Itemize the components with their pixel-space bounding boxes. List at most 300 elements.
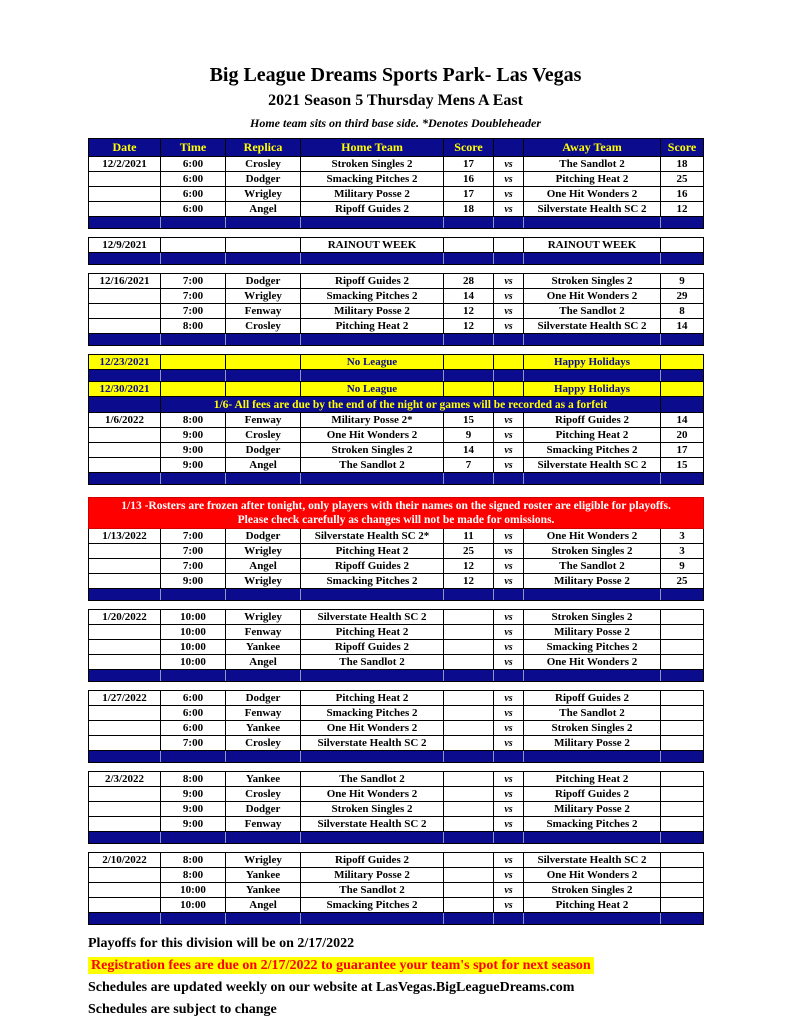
date-cell: 1/27/2022 xyxy=(89,691,161,706)
date-cell xyxy=(89,544,161,559)
time-cell: 6:00 xyxy=(161,706,226,721)
spacer-time-cell xyxy=(161,751,226,763)
vs-label: vs xyxy=(494,574,524,589)
spacer-vs-cell xyxy=(494,913,524,925)
home-team-cell: Smacking Pitches 2 xyxy=(301,574,444,589)
spacer-date-cell xyxy=(89,751,161,763)
game-row xyxy=(89,853,704,868)
game-row xyxy=(89,428,704,443)
spacer-away-score-cell xyxy=(661,751,704,763)
time-cell: 8:00 xyxy=(161,319,226,334)
game-row xyxy=(89,625,704,640)
date-cell xyxy=(89,319,161,334)
schedule-block-week-12-09 xyxy=(88,237,704,265)
home-score-cell xyxy=(444,853,494,868)
away-team-cell: The Sandlot 2 xyxy=(524,706,661,721)
home-score-cell: 25 xyxy=(444,544,494,559)
vs-label: vs xyxy=(494,787,524,802)
away-score-cell: 15 xyxy=(661,458,704,473)
spacer-replica-cell xyxy=(226,832,301,844)
game-row xyxy=(89,574,704,589)
spacer-row xyxy=(89,832,704,844)
spacer-vs-cell xyxy=(494,589,524,601)
game-row xyxy=(89,868,704,883)
time-cell: 10:00 xyxy=(161,898,226,913)
vs-label: vs xyxy=(494,529,524,544)
date-cell xyxy=(89,304,161,319)
vs-label: vs xyxy=(494,610,524,625)
vs-label: vs xyxy=(494,289,524,304)
spacer-time-cell xyxy=(161,334,226,346)
time-cell: 8:00 xyxy=(161,868,226,883)
date-cell xyxy=(89,802,161,817)
home-score-cell: 17 xyxy=(444,157,494,172)
home-team-cell: Silverstate Health SC 2 xyxy=(301,817,444,832)
home-score-cell: 11 xyxy=(444,529,494,544)
away-score-cell: 25 xyxy=(661,172,704,187)
date-cell xyxy=(89,721,161,736)
replica-cell: Wrigley xyxy=(226,574,301,589)
away-score-cell xyxy=(661,625,704,640)
away-team-cell: Ripoff Guides 2 xyxy=(524,413,661,428)
away-score-cell: 8 xyxy=(661,304,704,319)
home-score-cell xyxy=(444,655,494,670)
date-cell xyxy=(89,574,161,589)
away-team-cell: Smacking Pitches 2 xyxy=(524,817,661,832)
away-team-cell: RAINOUT WEEK xyxy=(524,238,661,253)
away-team-cell: Ripoff Guides 2 xyxy=(524,691,661,706)
home-score-cell xyxy=(444,817,494,832)
replica-cell: Crosley xyxy=(226,787,301,802)
away-team-cell: Military Posse 2 xyxy=(524,802,661,817)
away-score-cell xyxy=(661,382,704,397)
date-cell xyxy=(89,625,161,640)
vs-label xyxy=(494,238,524,253)
spacer-row xyxy=(89,334,704,346)
home-score-cell: 12 xyxy=(444,574,494,589)
vs-label: vs xyxy=(494,544,524,559)
away-score-cell xyxy=(661,655,704,670)
spacer-date-cell xyxy=(89,217,161,229)
home-score-cell: 18 xyxy=(444,202,494,217)
date-cell xyxy=(89,817,161,832)
away-score-cell: 14 xyxy=(661,413,704,428)
home-team-cell: Stroken Singles 2 xyxy=(301,443,444,458)
header-away-score-cell: Score xyxy=(661,139,704,157)
away-team-cell: Military Posse 2 xyxy=(524,574,661,589)
game-row xyxy=(89,610,704,625)
spacer-date-cell xyxy=(89,473,161,485)
spacer-home-score-cell xyxy=(444,473,494,485)
vs-label xyxy=(494,355,524,370)
game-row xyxy=(89,640,704,655)
header-date-cell: Date xyxy=(89,139,161,157)
schedule-block-week-01-20 xyxy=(88,609,704,682)
away-score-cell xyxy=(661,706,704,721)
spacer-date-cell xyxy=(89,370,161,382)
spacer-vs-cell xyxy=(494,370,524,382)
replica-cell: Wrigley xyxy=(226,289,301,304)
time-cell: 9:00 xyxy=(161,458,226,473)
replica-cell: Dodger xyxy=(226,802,301,817)
home-team-cell: Ripoff Guides 2 xyxy=(301,559,444,574)
home-score-cell xyxy=(444,691,494,706)
vs-label: vs xyxy=(494,736,524,751)
home-score-cell: 14 xyxy=(444,289,494,304)
time-cell: 9:00 xyxy=(161,574,226,589)
away-score-cell xyxy=(661,355,704,370)
replica-cell: Angel xyxy=(226,898,301,913)
spacer-replica-cell xyxy=(226,670,301,682)
time-cell: 10:00 xyxy=(161,625,226,640)
spacer-date-cell xyxy=(89,334,161,346)
spacer-vs-cell xyxy=(494,832,524,844)
replica-cell: Dodger xyxy=(226,691,301,706)
replica-cell: Crosley xyxy=(226,428,301,443)
subject-to-change-note: Schedules are subject to change xyxy=(88,1002,277,1017)
spacer-home-team-cell xyxy=(301,913,444,925)
spacer-home-team-cell xyxy=(301,751,444,763)
vs-label: vs xyxy=(494,655,524,670)
vs-label: vs xyxy=(494,172,524,187)
away-team-cell: Silverstate Health SC 2 xyxy=(524,458,661,473)
spacer-away-team-cell xyxy=(524,832,661,844)
spacer-row xyxy=(89,589,704,601)
game-row xyxy=(89,736,704,751)
vs-label: vs xyxy=(494,443,524,458)
home-team-cell: The Sandlot 2 xyxy=(301,458,444,473)
roster-banner xyxy=(89,498,704,529)
replica-cell: Fenway xyxy=(226,817,301,832)
home-team-cell: Pitching Heat 2 xyxy=(301,544,444,559)
game-row xyxy=(89,274,704,289)
replica-cell: Yankee xyxy=(226,883,301,898)
spacer-replica-cell xyxy=(226,334,301,346)
spacer-away-score-cell xyxy=(661,370,704,382)
home-score-cell: 7 xyxy=(444,458,494,473)
spacer-away-team-cell xyxy=(524,751,661,763)
away-team-cell: The Sandlot 2 xyxy=(524,559,661,574)
spacer-vs-cell xyxy=(494,670,524,682)
spacer-row xyxy=(89,913,704,925)
away-team-cell: Ripoff Guides 2 xyxy=(524,787,661,802)
vs-label: vs xyxy=(494,853,524,868)
replica-cell: Yankee xyxy=(226,721,301,736)
away-team-cell: One Hit Wonders 2 xyxy=(524,529,661,544)
time-cell: 9:00 xyxy=(161,443,226,458)
date-cell xyxy=(89,428,161,443)
spacer-away-score-cell xyxy=(661,334,704,346)
spacer-away-score-cell xyxy=(661,217,704,229)
game-row xyxy=(89,289,704,304)
away-score-cell xyxy=(661,817,704,832)
time-cell: 10:00 xyxy=(161,610,226,625)
replica-cell xyxy=(226,355,301,370)
home-score-cell xyxy=(444,802,494,817)
schedule-block-holidays-and-week-01-06 xyxy=(88,354,704,485)
home-score-cell xyxy=(444,355,494,370)
date-cell: 2/3/2022 xyxy=(89,772,161,787)
fees-message-row xyxy=(89,397,704,413)
home-team-cell: Military Posse 2 xyxy=(301,304,444,319)
date-cell xyxy=(89,172,161,187)
footer xyxy=(88,936,703,1018)
replica-cell: Wrigley xyxy=(226,610,301,625)
spacer-away-team-cell xyxy=(524,253,661,265)
away-score-cell: 16 xyxy=(661,187,704,202)
home-team-cell: Pitching Heat 2 xyxy=(301,691,444,706)
vs-label: vs xyxy=(494,428,524,443)
home-score-cell xyxy=(444,883,494,898)
date-cell xyxy=(89,883,161,898)
away-team-cell: Smacking Pitches 2 xyxy=(524,443,661,458)
spacer-date-cell xyxy=(89,670,161,682)
spacer-row xyxy=(89,473,704,485)
spacer-home-team-cell xyxy=(301,589,444,601)
vs-label: vs xyxy=(494,817,524,832)
date-cell: 1/13/2022 xyxy=(89,529,161,544)
time-cell xyxy=(161,355,226,370)
replica-cell: Angel xyxy=(226,559,301,574)
registration-note: Registration fees are due on 2/17/2022 to guarantee your team's spot for next season xyxy=(88,957,594,974)
date-cell: 12/9/2021 xyxy=(89,238,161,253)
game-row xyxy=(89,544,704,559)
away-score-cell: 29 xyxy=(661,289,704,304)
spacer-home-team-cell xyxy=(301,253,444,265)
away-team-cell: Happy Holidays xyxy=(524,355,661,370)
spacer-home-score-cell xyxy=(444,589,494,601)
home-team-cell: Smacking Pitches 2 xyxy=(301,289,444,304)
spacer-vs-cell xyxy=(494,473,524,485)
away-team-cell: Silverstate Health SC 2 xyxy=(524,319,661,334)
away-team-cell: One Hit Wonders 2 xyxy=(524,655,661,670)
spacer-row xyxy=(89,217,704,229)
replica-cell: Yankee xyxy=(226,640,301,655)
away-score-cell xyxy=(661,898,704,913)
game-row xyxy=(89,772,704,787)
schedule-block-week-12-16 xyxy=(88,273,704,346)
fees-message: 1/6- All fees are due by the end of the night or games will be recorded as a forfeit xyxy=(161,397,661,413)
home-team-cell: RAINOUT WEEK xyxy=(301,238,444,253)
game-row xyxy=(89,559,704,574)
spacer-away-team-cell xyxy=(524,913,661,925)
away-score-cell xyxy=(661,772,704,787)
replica-cell: Angel xyxy=(226,202,301,217)
replica-cell: Fenway xyxy=(226,625,301,640)
header-home-score-cell: Score xyxy=(444,139,494,157)
time-cell xyxy=(161,382,226,397)
away-team-cell: The Sandlot 2 xyxy=(524,157,661,172)
date-cell: 1/6/2022 xyxy=(89,413,161,428)
spacer-time-cell xyxy=(161,473,226,485)
spacer-time-cell xyxy=(161,253,226,265)
home-team-cell: Stroken Singles 2 xyxy=(301,802,444,817)
spacer-away-score-cell xyxy=(661,473,704,485)
schedule-block-week-12-02 xyxy=(88,138,704,229)
time-cell: 7:00 xyxy=(161,274,226,289)
away-team-cell: Smacking Pitches 2 xyxy=(524,640,661,655)
date-cell xyxy=(89,898,161,913)
page-title: Big League Dreams Sports Park- Las Vegas xyxy=(209,64,582,86)
time-cell: 9:00 xyxy=(161,428,226,443)
home-team-cell: One Hit Wonders 2 xyxy=(301,721,444,736)
schedule-block-week-01-27 xyxy=(88,690,704,763)
spacer-date-cell xyxy=(89,589,161,601)
replica-cell: Angel xyxy=(226,655,301,670)
home-team-cell: Ripoff Guides 2 xyxy=(301,853,444,868)
away-team-cell: Silverstate Health SC 2 xyxy=(524,202,661,217)
vs-label: vs xyxy=(494,625,524,640)
away-score-cell xyxy=(661,721,704,736)
date-cell xyxy=(89,640,161,655)
time-cell: 10:00 xyxy=(161,655,226,670)
date-cell xyxy=(89,655,161,670)
away-team-cell: Stroken Singles 2 xyxy=(524,610,661,625)
spacer-time-cell xyxy=(161,217,226,229)
page-subtitle: 2021 Season 5 Thursday Mens A East xyxy=(268,92,523,109)
date-cell xyxy=(89,289,161,304)
home-score-cell xyxy=(444,898,494,913)
spacer-home-score-cell xyxy=(444,370,494,382)
home-score-cell xyxy=(444,868,494,883)
schedule-block-week-02-10 xyxy=(88,852,704,925)
spacer-date-cell xyxy=(89,832,161,844)
home-team-cell: The Sandlot 2 xyxy=(301,655,444,670)
replica-cell: Dodger xyxy=(226,172,301,187)
spacer-away-score-cell xyxy=(661,589,704,601)
home-score-cell: 17 xyxy=(444,187,494,202)
vs-label: vs xyxy=(494,202,524,217)
home-team-cell: Silverstate Health SC 2* xyxy=(301,529,444,544)
date-cell: 1/20/2022 xyxy=(89,610,161,625)
replica-cell: Dodger xyxy=(226,274,301,289)
spacer-home-team-cell xyxy=(301,473,444,485)
home-team-cell: Smacking Pitches 2 xyxy=(301,706,444,721)
vs-label: vs xyxy=(494,304,524,319)
replica-cell: Dodger xyxy=(226,443,301,458)
home-team-cell: The Sandlot 2 xyxy=(301,883,444,898)
vs-label: vs xyxy=(494,458,524,473)
home-score-cell: 9 xyxy=(444,428,494,443)
replica-cell: Fenway xyxy=(226,304,301,319)
vs-label: vs xyxy=(494,802,524,817)
vs-label: vs xyxy=(494,691,524,706)
away-team-cell: The Sandlot 2 xyxy=(524,304,661,319)
away-score-cell xyxy=(661,736,704,751)
away-team-cell: One Hit Wonders 2 xyxy=(524,289,661,304)
spacer-date-cell xyxy=(89,253,161,265)
spacer-home-score-cell xyxy=(444,832,494,844)
away-score-cell xyxy=(661,883,704,898)
away-score-cell xyxy=(661,397,704,413)
game-row xyxy=(89,691,704,706)
spacer-time-cell xyxy=(161,832,226,844)
time-cell: 10:00 xyxy=(161,883,226,898)
info-row xyxy=(89,238,704,253)
home-team-cell: Military Posse 2* xyxy=(301,413,444,428)
home-team-cell: Ripoff Guides 2 xyxy=(301,202,444,217)
spacer-away-team-cell xyxy=(524,670,661,682)
game-row xyxy=(89,787,704,802)
date-cell xyxy=(89,202,161,217)
spacer-replica-cell xyxy=(226,370,301,382)
home-score-cell: 16 xyxy=(444,172,494,187)
vs-label: vs xyxy=(494,559,524,574)
date-cell: 2/10/2022 xyxy=(89,853,161,868)
time-cell: 6:00 xyxy=(161,187,226,202)
home-score-cell xyxy=(444,610,494,625)
home-team-cell: Stroken Singles 2 xyxy=(301,157,444,172)
home-score-cell xyxy=(444,382,494,397)
time-cell: 6:00 xyxy=(161,202,226,217)
away-score-cell xyxy=(661,610,704,625)
spacer-vs-cell xyxy=(494,217,524,229)
away-score-cell: 12 xyxy=(661,202,704,217)
spacer-row xyxy=(89,253,704,265)
spacer-replica-cell xyxy=(226,217,301,229)
away-score-cell: 17 xyxy=(661,443,704,458)
home-team-cell: No League xyxy=(301,355,444,370)
game-row xyxy=(89,187,704,202)
spacer-away-score-cell xyxy=(661,913,704,925)
replica-cell: Angel xyxy=(226,458,301,473)
time-cell: 7:00 xyxy=(161,304,226,319)
spacer-home-team-cell xyxy=(301,334,444,346)
holiday-row xyxy=(89,355,704,370)
spacer-home-team-cell xyxy=(301,217,444,229)
date-cell xyxy=(89,443,161,458)
time-cell xyxy=(161,238,226,253)
away-score-cell: 20 xyxy=(661,428,704,443)
vs-label: vs xyxy=(494,868,524,883)
spacer-replica-cell xyxy=(226,473,301,485)
away-team-cell: Silverstate Health SC 2 xyxy=(524,853,661,868)
spacer-away-score-cell xyxy=(661,670,704,682)
date-cell xyxy=(89,187,161,202)
header-vs-cell xyxy=(494,139,524,157)
content-column xyxy=(88,64,703,1024)
game-row xyxy=(89,883,704,898)
home-score-cell: 14 xyxy=(444,443,494,458)
game-row xyxy=(89,319,704,334)
away-team-cell: Stroken Singles 2 xyxy=(524,544,661,559)
spacer-row xyxy=(89,751,704,763)
schedule-table xyxy=(88,138,703,925)
time-cell: 9:00 xyxy=(161,817,226,832)
home-score-cell: 15 xyxy=(444,413,494,428)
away-score-cell xyxy=(661,787,704,802)
away-score-cell xyxy=(661,691,704,706)
spacer-home-team-cell xyxy=(301,832,444,844)
holiday-row xyxy=(89,382,704,397)
home-team-cell: One Hit Wonders 2 xyxy=(301,428,444,443)
home-team-cell: One Hit Wonders 2 xyxy=(301,787,444,802)
vs-label: vs xyxy=(494,187,524,202)
spacer-replica-cell xyxy=(226,913,301,925)
spacer-home-score-cell xyxy=(444,253,494,265)
spacer-away-team-cell xyxy=(524,370,661,382)
date-cell xyxy=(89,458,161,473)
date-cell xyxy=(89,787,161,802)
away-team-cell: Military Posse 2 xyxy=(524,625,661,640)
home-score-cell: 12 xyxy=(444,559,494,574)
away-team-cell: Stroken Singles 2 xyxy=(524,274,661,289)
spacer-away-score-cell xyxy=(661,253,704,265)
home-team-cell: Ripoff Guides 2 xyxy=(301,274,444,289)
website-note: Schedules are updated weekly on our website at LasVegas.BigLeagueDreams.com xyxy=(88,980,575,995)
spacer-time-cell xyxy=(161,913,226,925)
spacer-vs-cell xyxy=(494,253,524,265)
